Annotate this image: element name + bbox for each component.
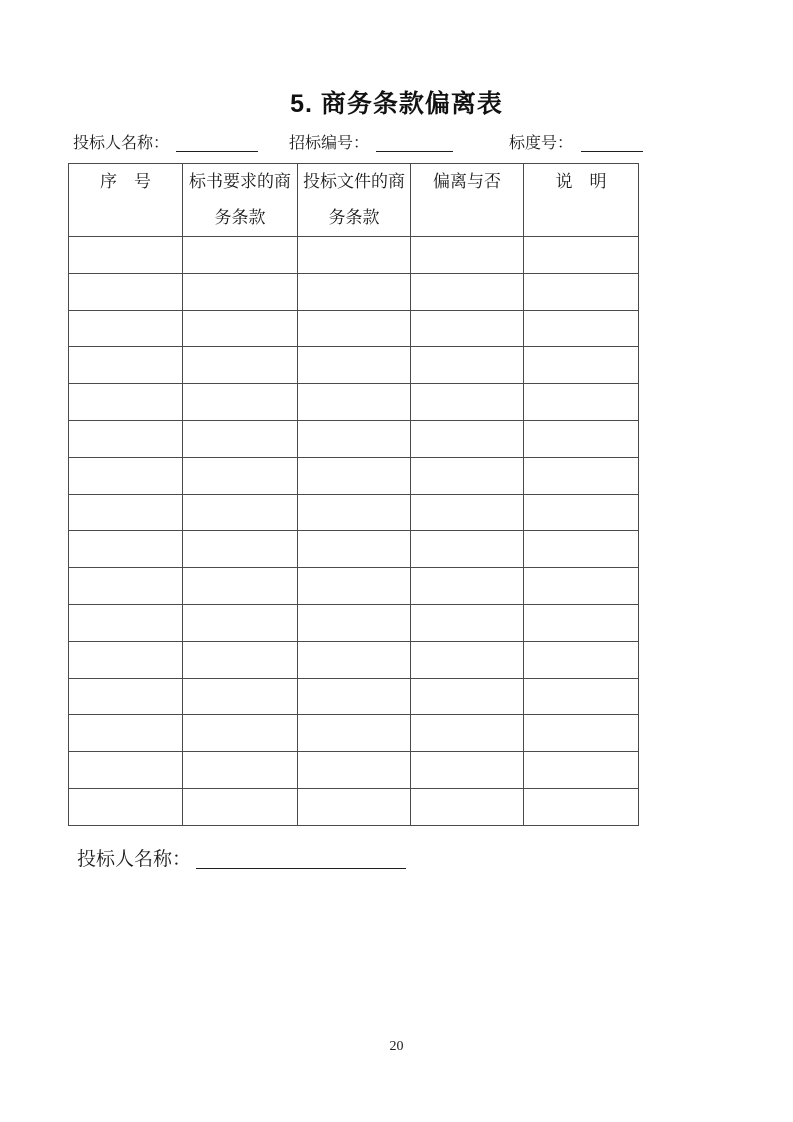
table-cell (298, 457, 411, 494)
table-row (69, 347, 639, 384)
table-cell (411, 604, 524, 641)
table-cell (524, 273, 639, 310)
table-cell (524, 420, 639, 457)
table-row (69, 237, 639, 274)
table-cell (298, 237, 411, 274)
table-cell (183, 237, 298, 274)
footer-bidder-name-blank-line (196, 850, 406, 869)
table-cell (183, 457, 298, 494)
table-cell (298, 420, 411, 457)
table-cell (411, 237, 524, 274)
table-row (69, 788, 639, 825)
table-cell (411, 273, 524, 310)
deviation-table-header (69, 164, 639, 237)
table-cell (524, 457, 639, 494)
table-row (69, 310, 639, 347)
table-cell (69, 420, 183, 457)
deviation-table-body (69, 237, 639, 826)
form-header (73, 132, 643, 156)
table-row (69, 494, 639, 531)
table-cell (183, 384, 298, 421)
bidder-name-blank-line (176, 136, 258, 152)
table-cell (69, 568, 183, 605)
tender-number-blank-line (376, 136, 453, 152)
table-cell (524, 237, 639, 274)
table-cell (524, 568, 639, 605)
table-cell (69, 531, 183, 568)
table-cell (411, 494, 524, 531)
table-cell (524, 641, 639, 678)
column-header-required-terms: 标书要求的商 务条款 (183, 164, 298, 237)
table-cell (183, 568, 298, 605)
page-title: 5. 商务条款偏离表 (290, 90, 503, 118)
column-header-deviation: 偏离与否 (411, 164, 524, 237)
column-header-bid-terms: 投标文件的商 务条款 (298, 164, 411, 237)
table-cell (411, 347, 524, 384)
table-row (69, 531, 639, 568)
table-cell (298, 531, 411, 568)
table-cell (298, 752, 411, 789)
table-cell (183, 420, 298, 457)
table-cell (524, 678, 639, 715)
table-cell (524, 752, 639, 789)
table-cell (411, 715, 524, 752)
table-cell (69, 237, 183, 274)
table-cell (298, 494, 411, 531)
table-cell (69, 347, 183, 384)
table-row (69, 457, 639, 494)
table-cell (183, 347, 298, 384)
table-row (69, 568, 639, 605)
table-cell (298, 678, 411, 715)
table-row (69, 752, 639, 789)
bidder-name-label: 投标人名称： (73, 135, 170, 152)
table-row (69, 420, 639, 457)
table-cell (69, 678, 183, 715)
table-cell (183, 641, 298, 678)
table-cell (298, 568, 411, 605)
table-cell (411, 678, 524, 715)
table-cell (183, 678, 298, 715)
table-cell (298, 310, 411, 347)
table-row (69, 715, 639, 752)
table-cell (411, 641, 524, 678)
table-cell (524, 604, 639, 641)
table-cell (524, 531, 639, 568)
table-cell (69, 788, 183, 825)
table-cell (183, 752, 298, 789)
table-cell (298, 604, 411, 641)
table-cell (183, 788, 298, 825)
table-row (69, 678, 639, 715)
table-cell (298, 715, 411, 752)
table-cell (183, 494, 298, 531)
table-row (69, 384, 639, 421)
table-cell (524, 310, 639, 347)
table-cell (69, 641, 183, 678)
table-cell (524, 494, 639, 531)
lot-number-label: 标度号： (509, 135, 574, 152)
table-cell (298, 641, 411, 678)
table-cell (411, 384, 524, 421)
table-cell (69, 273, 183, 310)
table-cell (298, 273, 411, 310)
deviation-table (68, 163, 639, 826)
footer-bidder-name (77, 847, 406, 873)
page-number: 20 (389, 1039, 404, 1054)
table-cell (183, 715, 298, 752)
table-cell (183, 310, 298, 347)
table-cell (524, 347, 639, 384)
table-cell (411, 788, 524, 825)
table-cell (69, 457, 183, 494)
table-row (69, 604, 639, 641)
table-cell (183, 604, 298, 641)
table-cell (411, 420, 524, 457)
column-header-seq: 序 号 (69, 164, 183, 237)
table-cell (411, 457, 524, 494)
table-cell (183, 273, 298, 310)
footer-bidder-name-label: 投标人名称： (77, 849, 192, 870)
table-cell (298, 384, 411, 421)
table-cell (524, 788, 639, 825)
table-cell (69, 604, 183, 641)
table-row (69, 273, 639, 310)
table-cell (411, 310, 524, 347)
table-cell (411, 531, 524, 568)
table-cell (298, 347, 411, 384)
table-cell (411, 568, 524, 605)
table-cell (69, 494, 183, 531)
table-cell (69, 384, 183, 421)
table-cell (524, 715, 639, 752)
lot-number-blank-line (581, 136, 643, 152)
table-cell (411, 752, 524, 789)
column-header-remarks: 说 明 (524, 164, 639, 237)
table-cell (69, 752, 183, 789)
table-cell (69, 715, 183, 752)
table-cell (183, 531, 298, 568)
table-cell (524, 384, 639, 421)
table-cell (69, 310, 183, 347)
table-cell (298, 788, 411, 825)
table-row (69, 641, 639, 678)
tender-number-label: 招标编号： (289, 135, 370, 152)
